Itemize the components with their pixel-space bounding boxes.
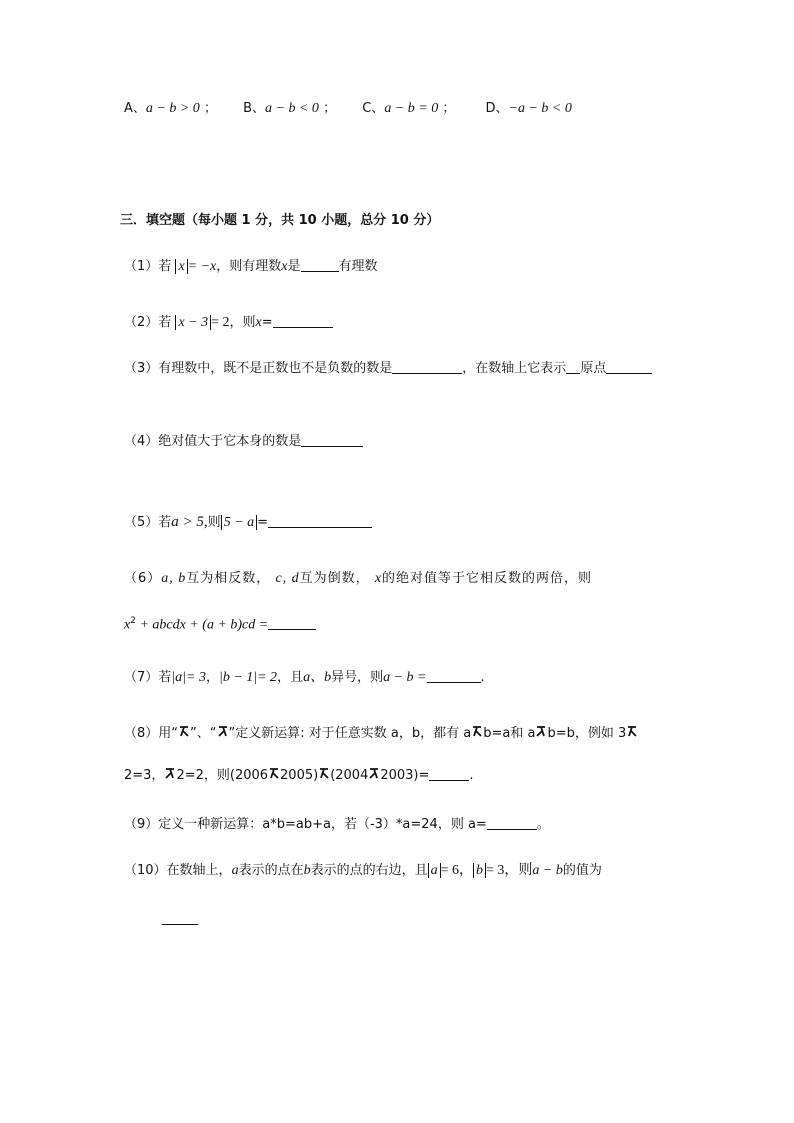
- operator-x-left-icon: [268, 766, 280, 780]
- option-a: A、a − b > 0 ；: [124, 101, 217, 116]
- answer-blank[interactable]: [606, 359, 652, 374]
- question-10: （10）在数轴上，a表示的点在b表示的点的右边，且 a = 6， b = 3，则a − b的值为: [124, 863, 602, 878]
- answer-blank[interactable]: [301, 432, 363, 447]
- question-5: （5）若a > 5,则 5 − a =: [124, 513, 372, 532]
- answer-blank[interactable]: [273, 313, 333, 328]
- option-b: B、a − b < 0 ；: [243, 101, 337, 116]
- operator-x-right-icon: [217, 724, 229, 738]
- question-2: （2）若 x − 3 = 2，则x=: [124, 313, 333, 332]
- question-8-line-2: 2=3， 2=2，则(2006 2005) (2004 2003)= .: [124, 768, 474, 783]
- question-4: （4）绝对值大于它本身的数是: [124, 432, 363, 451]
- question-6-line-1: （6）a, b互为相反数， c, d互为倒数， x的绝对值等于它相反数的两倍，则: [124, 571, 593, 586]
- operator-x-left-icon: [318, 766, 330, 780]
- option-c: C、a − b = 0 ；: [362, 101, 456, 116]
- answer-blank[interactable]: [427, 668, 481, 683]
- answer-blank[interactable]: [392, 359, 462, 374]
- option-d: D、−a − b < 0: [485, 101, 572, 116]
- answer-blank[interactable]: [268, 615, 316, 630]
- operator-x-left-icon: [178, 724, 190, 738]
- question-8-line-1: （8）用“ ”、“ ”定义新运算: 对于任意实数 a，b，都有 a b=a和 a b=b，例如 3: [124, 724, 638, 743]
- answer-blank[interactable]: [429, 766, 469, 781]
- options-row: [124, 100, 572, 118]
- operator-x-right-icon: [535, 724, 547, 738]
- question-3: （3）有理数中，既不是正数也不是负数的数是 ，在数轴上它表示 原点: [124, 359, 652, 378]
- operator-x-right-icon: [368, 766, 380, 780]
- operator-x-right-icon: [164, 766, 176, 780]
- question-6-line-2: $x^2$ + abcdx + (a + b)cd =: [124, 612, 316, 634]
- answer-blank[interactable]: [487, 815, 537, 830]
- question-10-answer-line: [162, 910, 198, 929]
- operator-x-left-icon: [626, 724, 638, 738]
- question-1: （1）若 x = −x，则有理数x是 有理数: [124, 259, 378, 274]
- operator-x-left-icon: [471, 724, 483, 738]
- question-7: （7）若|a|= 3，|b − 1|= 2，且a、b异号，则a − b = .: [124, 670, 485, 685]
- answer-blank[interactable]: [566, 359, 580, 374]
- answer-blank[interactable]: [268, 513, 372, 528]
- answer-blank[interactable]: [301, 257, 339, 272]
- question-9: （9）定义一种新运算：a*b=ab+a，若（-3）*a=24，则 a= 。: [124, 817, 550, 832]
- answer-blank[interactable]: [162, 910, 198, 925]
- section-heading: 三．填空题（每小题 1 分，共 10 小题，总分 10 分）: [120, 213, 440, 228]
